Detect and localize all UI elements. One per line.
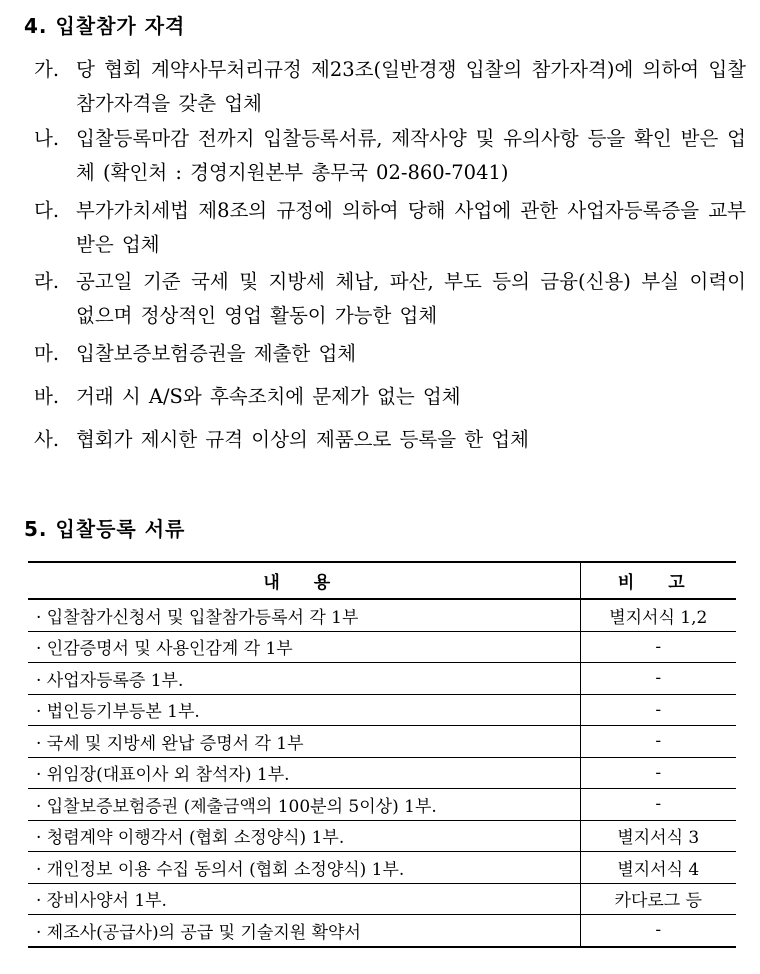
item-marker: 가.: [34, 58, 60, 81]
qualification-item-ra: [34, 265, 746, 333]
table-row: [28, 915, 736, 947]
table-row: [28, 726, 736, 758]
qualification-item-da: [34, 194, 746, 262]
table-row: [28, 820, 736, 852]
section-4-title: 4. 입찰참가 자격: [24, 14, 186, 38]
row-content: · 제조사(공급사)의 공급 및 기술지원 확약서: [28, 915, 580, 947]
row-content: · 위임장(대표이사 외 참석자) 1부.: [28, 757, 580, 789]
row-note: 별지서식 3: [580, 820, 736, 852]
table-row: [28, 599, 736, 631]
qualification-item-na: [34, 122, 746, 190]
registration-documents-table: [28, 561, 736, 948]
item-text: 거래 시 A/S와 후속조치에 문제가 없는 업체: [76, 385, 461, 408]
qualification-item-sa: [34, 423, 746, 457]
row-content: · 입찰보증보험증권 (제출금액의 100분의 5이상) 1부.: [28, 789, 580, 821]
row-content: · 청렴계약 이행각서 (협회 소정양식) 1부.: [28, 820, 580, 852]
row-content: · 국세 및 지방세 완납 증명서 각 1부: [28, 726, 580, 758]
row-note: -: [580, 694, 736, 726]
row-content: · 개인정보 이용 수집 동의서 (협회 소정양식) 1부.: [28, 852, 580, 884]
row-note: -: [580, 663, 736, 695]
qualification-item-ba: [34, 380, 746, 414]
item-marker: 다.: [34, 199, 60, 222]
item-marker: 사.: [34, 428, 60, 451]
row-content: · 법인등기부등본 1부.: [28, 694, 580, 726]
item-marker: 마.: [34, 342, 60, 365]
row-content: · 사업자등록증 1부.: [28, 663, 580, 695]
table-row: [28, 694, 736, 726]
item-text: 협회가 제시한 규격 이상의 제품으로 등록을 한 업체: [76, 428, 529, 451]
table-row: [28, 852, 736, 884]
header-content: 내 용: [28, 562, 580, 599]
section-5-title: 5. 입찰등록 서류: [24, 517, 186, 541]
row-content: · 장비사양서 1부.: [28, 883, 580, 915]
row-note: 별지서식 4: [580, 852, 736, 884]
row-note: 카다로그 등: [580, 883, 736, 915]
row-note: -: [580, 757, 736, 789]
row-note: 별지서식 1,2: [580, 599, 736, 631]
table-row: [28, 883, 736, 915]
row-note: -: [580, 631, 736, 663]
item-text: 입찰등록마감 전까지 입찰등록서류, 제작사양 및 유의사항 등을 확인 받은 업체 (확인처 : 경영지원본부 총무국 02-860-7041): [76, 127, 746, 184]
item-marker: 바.: [34, 385, 60, 408]
table-header-row: [28, 562, 736, 599]
row-note: -: [580, 726, 736, 758]
item-text: 공고일 기준 국세 및 지방세 체납, 파산, 부도 등의 금융(신용) 부실 이력이 없으며 정상적인 영업 활동이 가능한 업체: [76, 270, 746, 327]
table-row: [28, 789, 736, 821]
item-marker: 나.: [34, 127, 60, 150]
row-note: -: [580, 915, 736, 947]
row-note: -: [580, 789, 736, 821]
table-row: [28, 757, 736, 789]
row-content: · 입찰참가신청서 및 입찰참가등록서 각 1부: [28, 599, 580, 631]
item-marker: 라.: [34, 270, 60, 293]
qualification-item-ga: [34, 53, 746, 121]
qualification-item-ma: [34, 337, 746, 371]
header-note: 비 고: [580, 562, 736, 599]
row-content: · 인감증명서 및 사용인감계 각 1부: [28, 631, 580, 663]
table-row: [28, 631, 736, 663]
table-row: [28, 663, 736, 695]
item-text: 입찰보증보험증권을 제출한 업체: [76, 342, 357, 365]
item-text: 당 협회 계약사무처리규정 제23조(일반경쟁 입찰의 참가자격)에 의하여 입찰참가자격을 갖춘 업체: [76, 58, 746, 115]
item-text: 부가가치세법 제8조의 규정에 의하여 당해 사업에 관한 사업자등록증을 교부받은 업체: [76, 199, 746, 256]
